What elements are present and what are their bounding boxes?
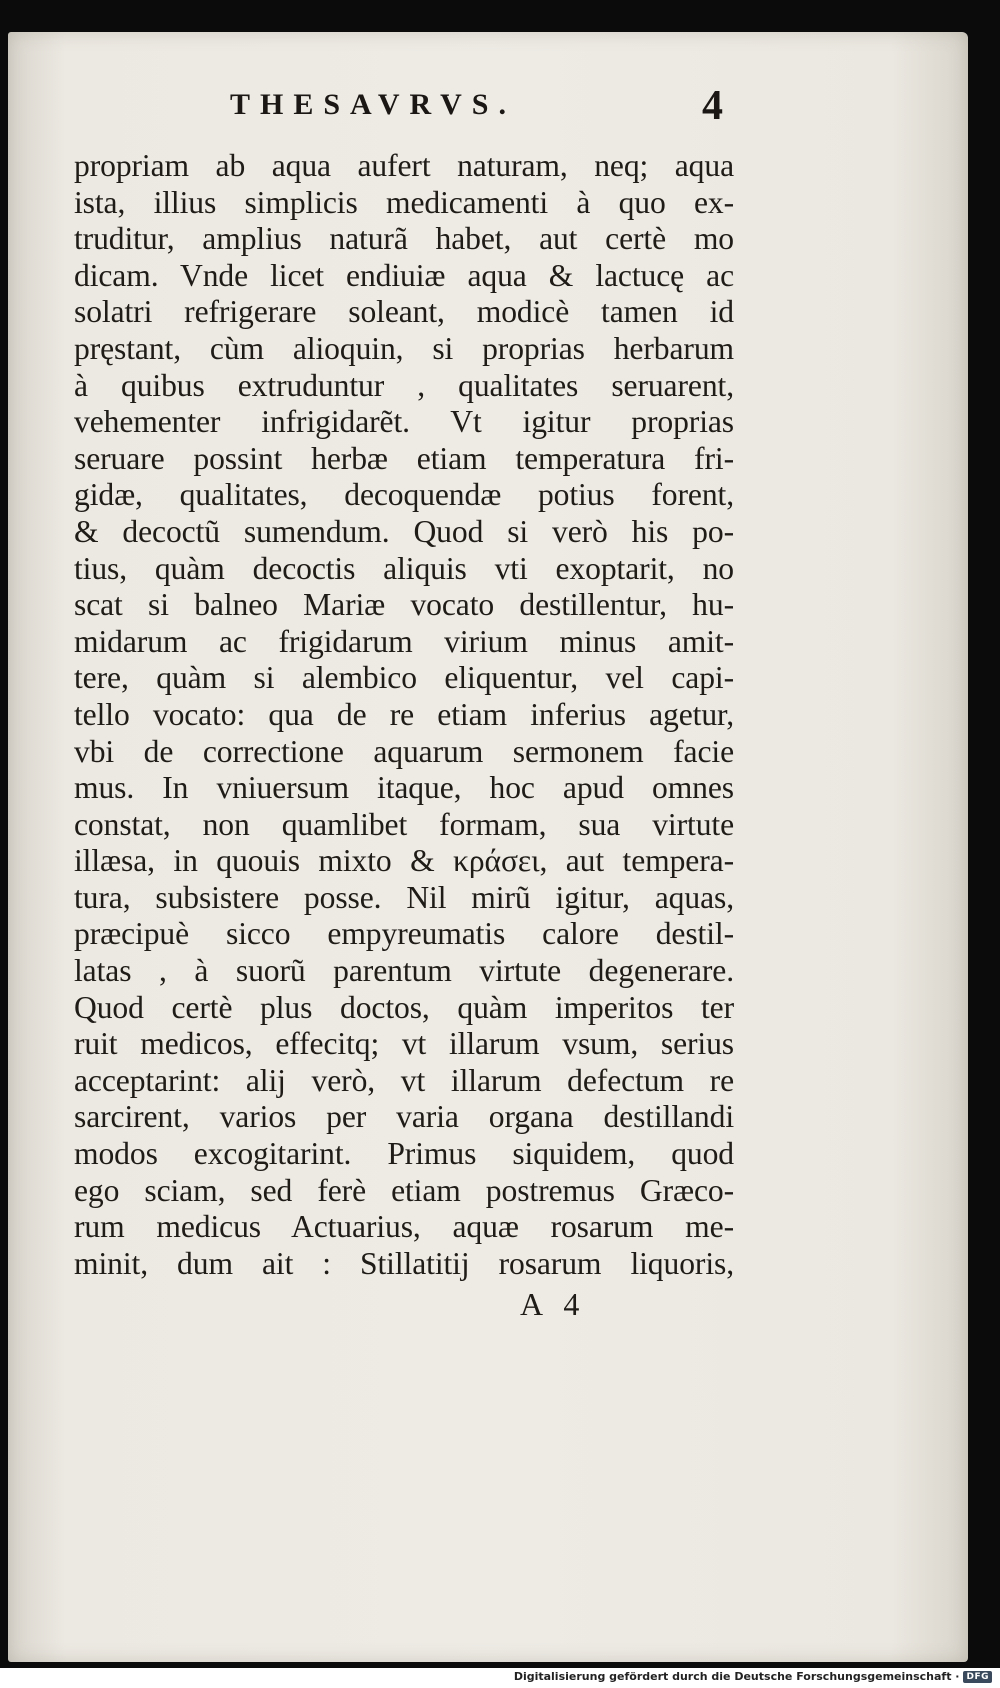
dfg-logo-icon: DFG xyxy=(963,1671,992,1683)
text-line: truditur, amplius naturã habet, aut certè mo xyxy=(74,221,734,257)
text-line: solatri refrigerare soleant, modicè tamen id xyxy=(74,294,734,330)
text-line: illæsa, in quouis mixto & κράσει, aut tempera- xyxy=(74,843,734,879)
footer-bar xyxy=(0,1668,1000,1688)
text-line: gidæ, qualitates, decoquendæ potius forent, xyxy=(74,477,734,513)
text-line: sarcirent, varios per varia organa destillandi xyxy=(74,1099,734,1135)
running-head: THESAVRVS. xyxy=(230,88,516,121)
credit-text: Digitalisierung gefördert durch die Deutsche Forschungsgemeinschaft · xyxy=(513,1670,960,1683)
text-line: ista, illius simplicis medicamenti à quo ex- xyxy=(74,184,734,220)
book-page xyxy=(8,32,968,1662)
text-line: seruare possint herbæ etiam temperatura fri- xyxy=(74,440,734,476)
text-line: dicam. Vnde licet endiuiæ aqua & lactucę ac xyxy=(74,257,734,293)
text-line: tere, quàm si alembico eliquentur, vel capi- xyxy=(74,660,734,696)
text-line: ego sciam, sed ferè etiam postremus Græco- xyxy=(74,1172,734,1208)
text-line: minit, dum ait : Stillatitij rosarum liquoris, xyxy=(74,1245,734,1281)
text-line: tius, quàm decoctis aliquis vti exoptarit, no xyxy=(74,550,734,586)
text-line: tello vocato: qua de re etiam inferius agetur, xyxy=(74,696,734,732)
page-number: 4 xyxy=(702,83,723,129)
funding-credit xyxy=(514,1670,992,1683)
text-line: vbi de correctione aquarum sermonem facie xyxy=(74,733,734,769)
signature-mark: A 4 xyxy=(520,1286,580,1323)
text-line: mus. In vniuersum itaque, hoc apud omnes xyxy=(74,770,734,806)
text-line: præcipuè sicco empyreumatis calore destil- xyxy=(74,916,734,952)
text-line: & decoctũ sumendum. Quod si verò his po- xyxy=(74,513,734,549)
body-text xyxy=(74,148,734,1282)
signature-area xyxy=(74,1286,734,1346)
text-line: constat, non quamlibet formam, sua virtute xyxy=(74,806,734,842)
text-line: pręstant, cùm alioquin, si proprias herbarum xyxy=(74,330,734,366)
page-header xyxy=(74,83,734,144)
text-line: latas , à suorũ parentum virtute degenerare. xyxy=(74,953,734,989)
page-content xyxy=(74,83,734,1346)
text-line: modos excogitarint. Primus siquidem, quod xyxy=(74,1136,734,1172)
text-line: acceptarint: alij verò, vt illarum defectum re xyxy=(74,1062,734,1098)
text-line: à quibus extruduntur , qualitates seruarent, xyxy=(74,367,734,403)
text-line: scat si balneo Mariæ vocato destillentur, hu- xyxy=(74,587,734,623)
text-line: midarum ac frigidarum virium minus amit- xyxy=(74,623,734,659)
text-line: ruit medicos, effecitq; vt illarum vsum, serius xyxy=(74,1026,734,1062)
text-line: propriam ab aqua aufert naturam, neq; aqua xyxy=(74,148,734,183)
text-line: vehementer infrigidarẽt. Vt igitur proprias xyxy=(74,404,734,440)
text-line: rum medicus Actuarius, aquæ rosarum me- xyxy=(74,1209,734,1245)
text-line: Quod certè plus doctos, quàm imperitos ter xyxy=(74,989,734,1025)
text-line: tura, subsistere posse. Nil mirũ igitur, aquas, xyxy=(74,879,734,915)
